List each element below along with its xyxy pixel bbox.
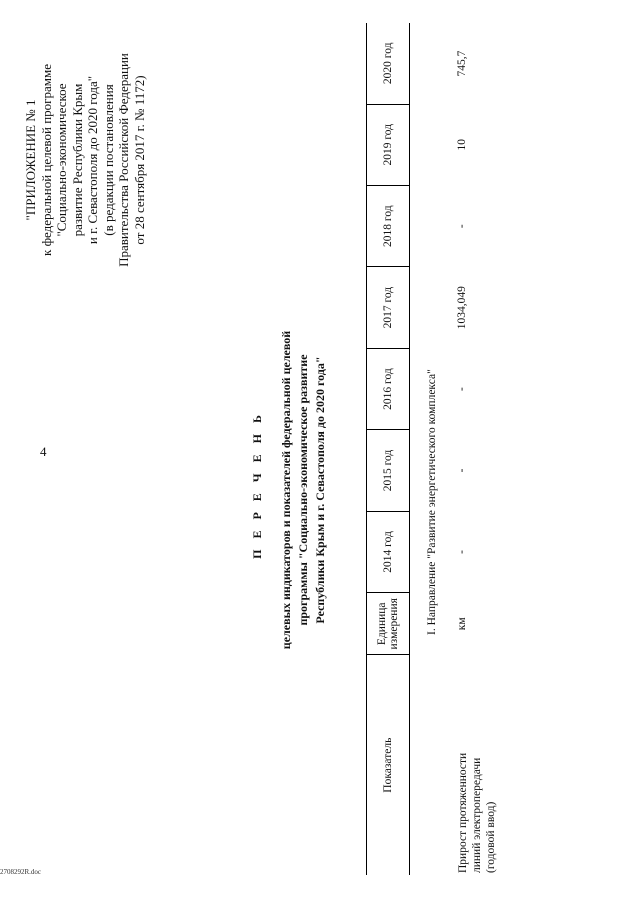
subtitle-line: целевых индикаторов и показателей федеральной целевой — [279, 330, 293, 650]
indicators-table — [366, 23, 500, 875]
table-header-row — [367, 23, 410, 875]
unit-cell: км — [456, 617, 468, 631]
appendix-line: Правительства Российской Федерации — [116, 53, 131, 267]
appendix-line: от 28 сентября 2017 г. № 1172) — [131, 75, 147, 245]
header-year-2015: 2015 год — [367, 430, 410, 511]
section-title: I. Направление "Развитие энергетического комплекса" — [426, 369, 438, 635]
document-code: 2708292R.doc — [0, 868, 42, 876]
appendix-header — [23, 0, 147, 325]
section-row — [410, 23, 449, 875]
value-2015: - — [456, 468, 468, 473]
subtitle-line: Республики Крым и г. Севастополя до 2020 года" — [313, 356, 327, 624]
header-unit — [367, 593, 410, 655]
indicator-name — [448, 655, 500, 875]
header-indicator: Показатель — [382, 737, 394, 793]
appendix-line: (в редакции постановления — [100, 84, 116, 236]
header-unit-line: измерения — [388, 598, 400, 650]
value-2019: 10 — [456, 139, 468, 151]
page-number: 4 — [40, 444, 47, 459]
header-year-2018: 2018 год — [367, 185, 410, 266]
header-year-2019: 2019 год — [367, 104, 410, 185]
value-2014: - — [456, 550, 468, 554]
header-year-2016: 2016 год — [367, 348, 410, 429]
table-row — [448, 23, 500, 875]
appendix-line: к федеральной целевой программе — [38, 64, 54, 256]
appendix-line: "ПРИЛОЖЕНИЕ № 1 — [23, 99, 38, 221]
header-year-2014: 2014 год — [367, 511, 410, 592]
value-2020: 745,7 — [456, 50, 468, 77]
indicator-line: (годовой ввод) — [485, 801, 497, 873]
appendix-line: и г. Севастополя до 2020 года" — [85, 75, 100, 245]
appendix-line: развитие Республики Крым — [69, 83, 85, 237]
value-2017: 1034,049 — [456, 286, 468, 330]
subtitle-line: программы "Социально-экономическое развитие — [296, 354, 310, 626]
header-year-2020: 2020 год — [367, 23, 410, 104]
document-subtitle — [278, 250, 329, 730]
document-title: П Е Р Е Ч Е Н Ь — [250, 411, 264, 559]
value-2016: - — [456, 387, 468, 391]
indicator-line: Прирост протяженности — [457, 752, 469, 873]
indicator-line: линий электропередачи — [471, 757, 483, 873]
value-2018: - — [456, 224, 468, 229]
appendix-line: "Социально-экономическое — [54, 83, 69, 237]
header-year-2017: 2017 год — [367, 267, 410, 348]
header-unit-line: Единица — [376, 602, 388, 646]
